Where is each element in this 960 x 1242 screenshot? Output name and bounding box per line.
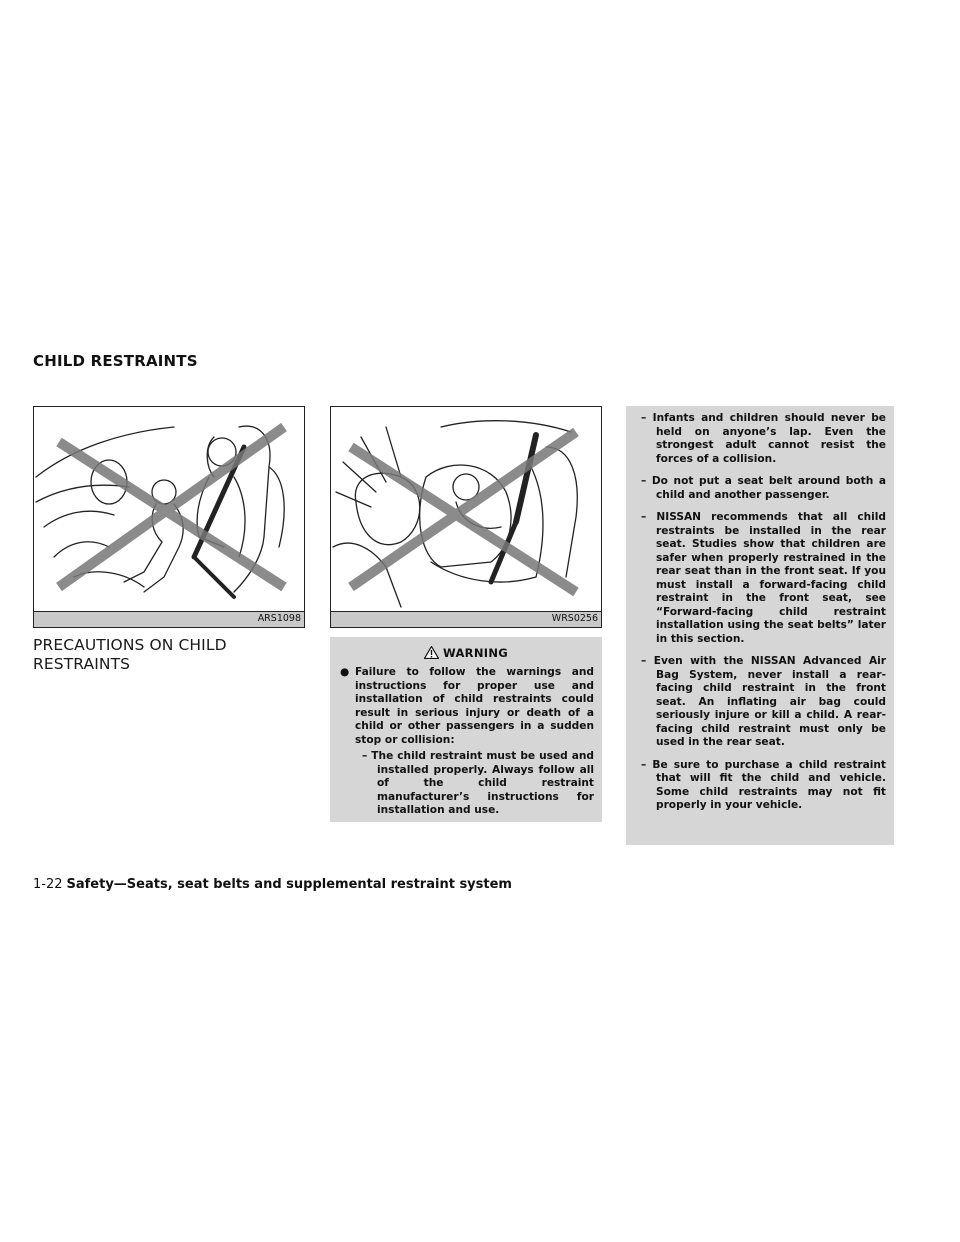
figure-child-on-lap [33,406,305,628]
section-heading: CHILD RESTRAINTS [33,352,198,370]
warning-header [338,643,594,663]
figure-rear-facing-airbag [330,406,602,628]
figure-label-bar [331,611,601,627]
warning-box-continued [626,406,894,845]
warning-dash-item: – NISSAN recommends that all child restraints be installed in the rear seat. Studies show that children are safer when properly restrained in the rear seat than in the front seat. If you must install a forward-facing child restraint in the front seat, see “Forward-facing child restraint installation using the seat belts” later in this section. [641,511,886,645]
figure-code: ARS1098 [257,613,301,624]
rear-facing-seat-front-airbag-crossed-out-illustration [331,407,601,611]
footer-title: Safety—Seats, seat belts and supplemental restraint system [66,877,512,892]
warning-dash-item: – The child restraint must be used and installed properly. Always follow all of the child restraint manufacturer’s instructions for installation and use. [362,750,594,816]
figure-label-bar [34,611,304,627]
warning-dash-item: – Even with the NISSAN Advanced Air Bag System, never install a rear-facing child restraint in the front seat. An inflating air bag could seriously injure or kill a child. A rear-facing child restraint must only be used in the rear seat. [641,655,886,748]
warning-dash-item: – Be sure to purchase a child restraint that will fit the child and vehicle. Some child restraints may not fit properly in your vehicle. [641,758,886,811]
child-on-lap-crossed-out-illustration [34,407,304,611]
warning-bullet-text: Failure to follow the warnings and instructions for proper use and installation of child restraints could result in serious injury or death of a child or other passengers in a sudden stop or collision: [355,666,594,746]
warning-box [330,637,602,822]
bullet-mark: ● [340,666,350,678]
figure-code: WRS0256 [551,613,598,624]
subsection-title: PRECAUTIONS ON CHILD RESTRAINTS [33,636,227,673]
page-footer [33,877,512,892]
warning-triangle-icon [424,646,439,659]
page-number: 1-22 [33,877,63,892]
warning-bullet [338,666,594,747]
warning-dash-item: – Infants and children should never be held on anyone’s lap. Even the strongest adult cannot resist the forces of a collision. [641,412,886,465]
warning-title: WARNING [443,646,508,660]
warning-dash-item: – Do not put a seat belt around both a child and another passenger. [641,475,886,501]
